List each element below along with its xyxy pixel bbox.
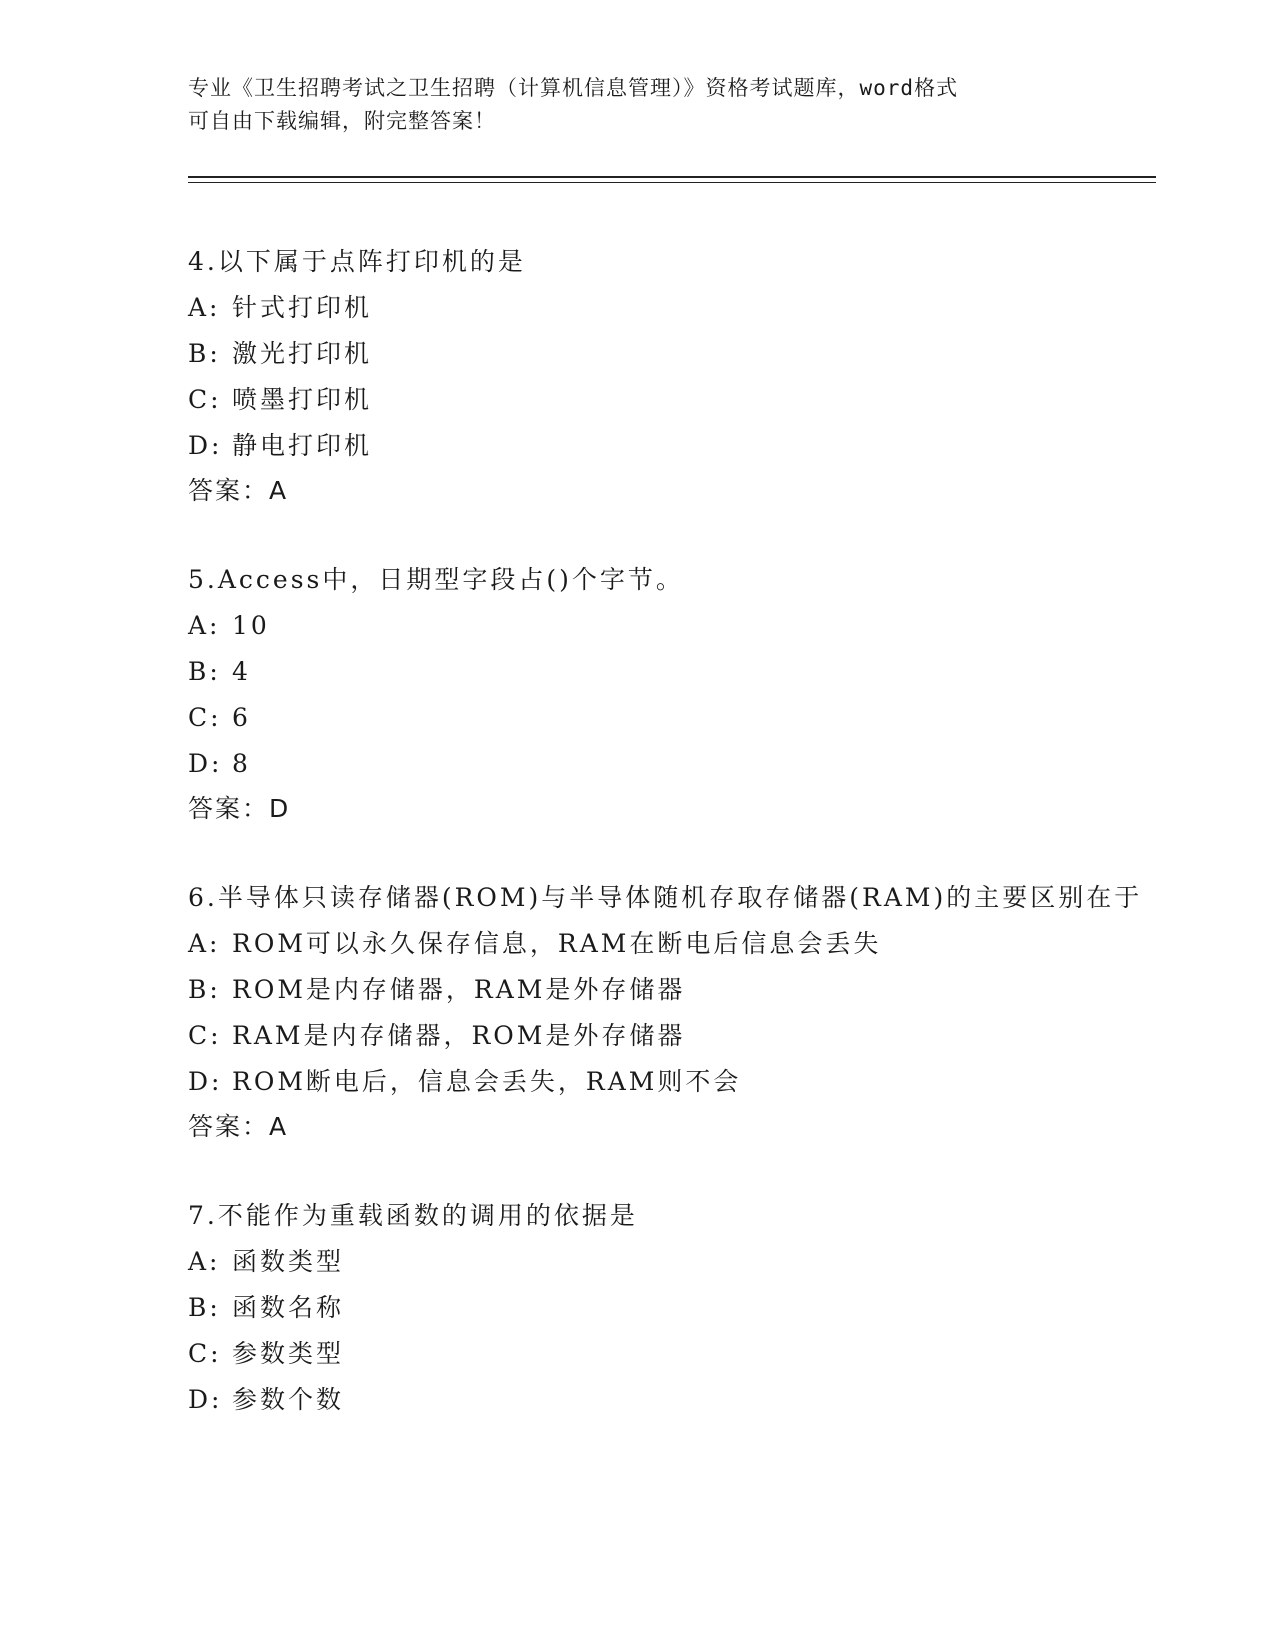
answer-label: 答案：D [188,794,291,823]
question-text: 7.不能作为重载函数的调用的依据是 [188,1201,638,1230]
option-text: ROM是内存储器，RAM是外存储器 [232,975,686,1004]
header-line-2: 可自由下载编辑，附完整答案！ [188,109,496,133]
answer-label: 答案：A [188,1112,289,1141]
option-text: 8 [232,749,251,778]
option-text: 针式打印机 [232,293,373,322]
option-letter: D: [188,1067,223,1096]
option-text: 参数类型 [232,1339,345,1368]
option-text: RAM是内存储器，ROM是外存储器 [232,1021,686,1050]
option-d [188,741,1148,787]
option-a [188,603,1148,649]
option-letter: A: [188,1247,221,1276]
option-text: 函数名称 [232,1293,345,1322]
option-letter: B: [188,975,221,1004]
header-line-1: 专业《卫生招聘考试之卫生招聘（计算机信息管理）》资格考试题库，word格式 [188,76,959,100]
option-letter: C: [188,385,222,414]
option-a [188,921,1148,967]
option-b [188,649,1148,695]
option-d [188,1377,1148,1423]
option-text: 10 [232,611,270,640]
option-text: ROM断电后，信息会丢失，RAM则不会 [232,1067,742,1096]
option-text: 6 [232,703,251,732]
question-6 [188,875,1148,1149]
option-letter: A: [188,929,221,958]
option-letter: D: [188,431,223,460]
option-letter: A: [188,611,221,640]
question-7 [188,1193,1148,1423]
option-text: ROM可以永久保存信息，RAM在断电后信息会丢失 [232,929,882,958]
option-c [188,377,1148,423]
document-page [188,72,1148,1467]
question-4 [188,239,1148,513]
answer-label: 答案：A [188,476,289,505]
option-text: 喷墨打印机 [232,385,373,414]
option-b [188,967,1148,1013]
option-c [188,1331,1148,1377]
option-c [188,1013,1148,1059]
option-b [188,331,1148,377]
option-letter: A: [188,293,221,322]
option-text: 函数类型 [232,1247,345,1276]
option-text: 激光打印机 [232,339,373,368]
option-letter: C: [188,1339,222,1368]
option-d [188,1059,1148,1105]
option-text: 4 [232,657,251,686]
option-d [188,423,1148,469]
question-text: 6.半导体只读存储器(ROM)与半导体随机存取存储器(RAM)的主要区别在于 [188,883,1143,912]
option-a [188,1239,1148,1285]
question-list [188,239,1148,1423]
option-letter: D: [188,749,223,778]
option-text: 参数个数 [232,1385,345,1414]
option-c [188,695,1148,741]
option-b [188,1285,1148,1331]
option-letter: C: [188,1021,222,1050]
option-letter: B: [188,657,221,686]
option-letter: C: [188,703,222,732]
question-5 [188,557,1148,831]
question-text: 5.Access中，日期型字段占()个字节。 [188,565,684,594]
option-letter: D: [188,1385,223,1414]
option-letter: B: [188,339,221,368]
option-text: 静电打印机 [232,431,373,460]
header-divider [188,176,1156,183]
question-text: 4.以下属于点阵打印机的是 [188,247,526,276]
option-a [188,285,1148,331]
option-letter: B: [188,1293,221,1322]
